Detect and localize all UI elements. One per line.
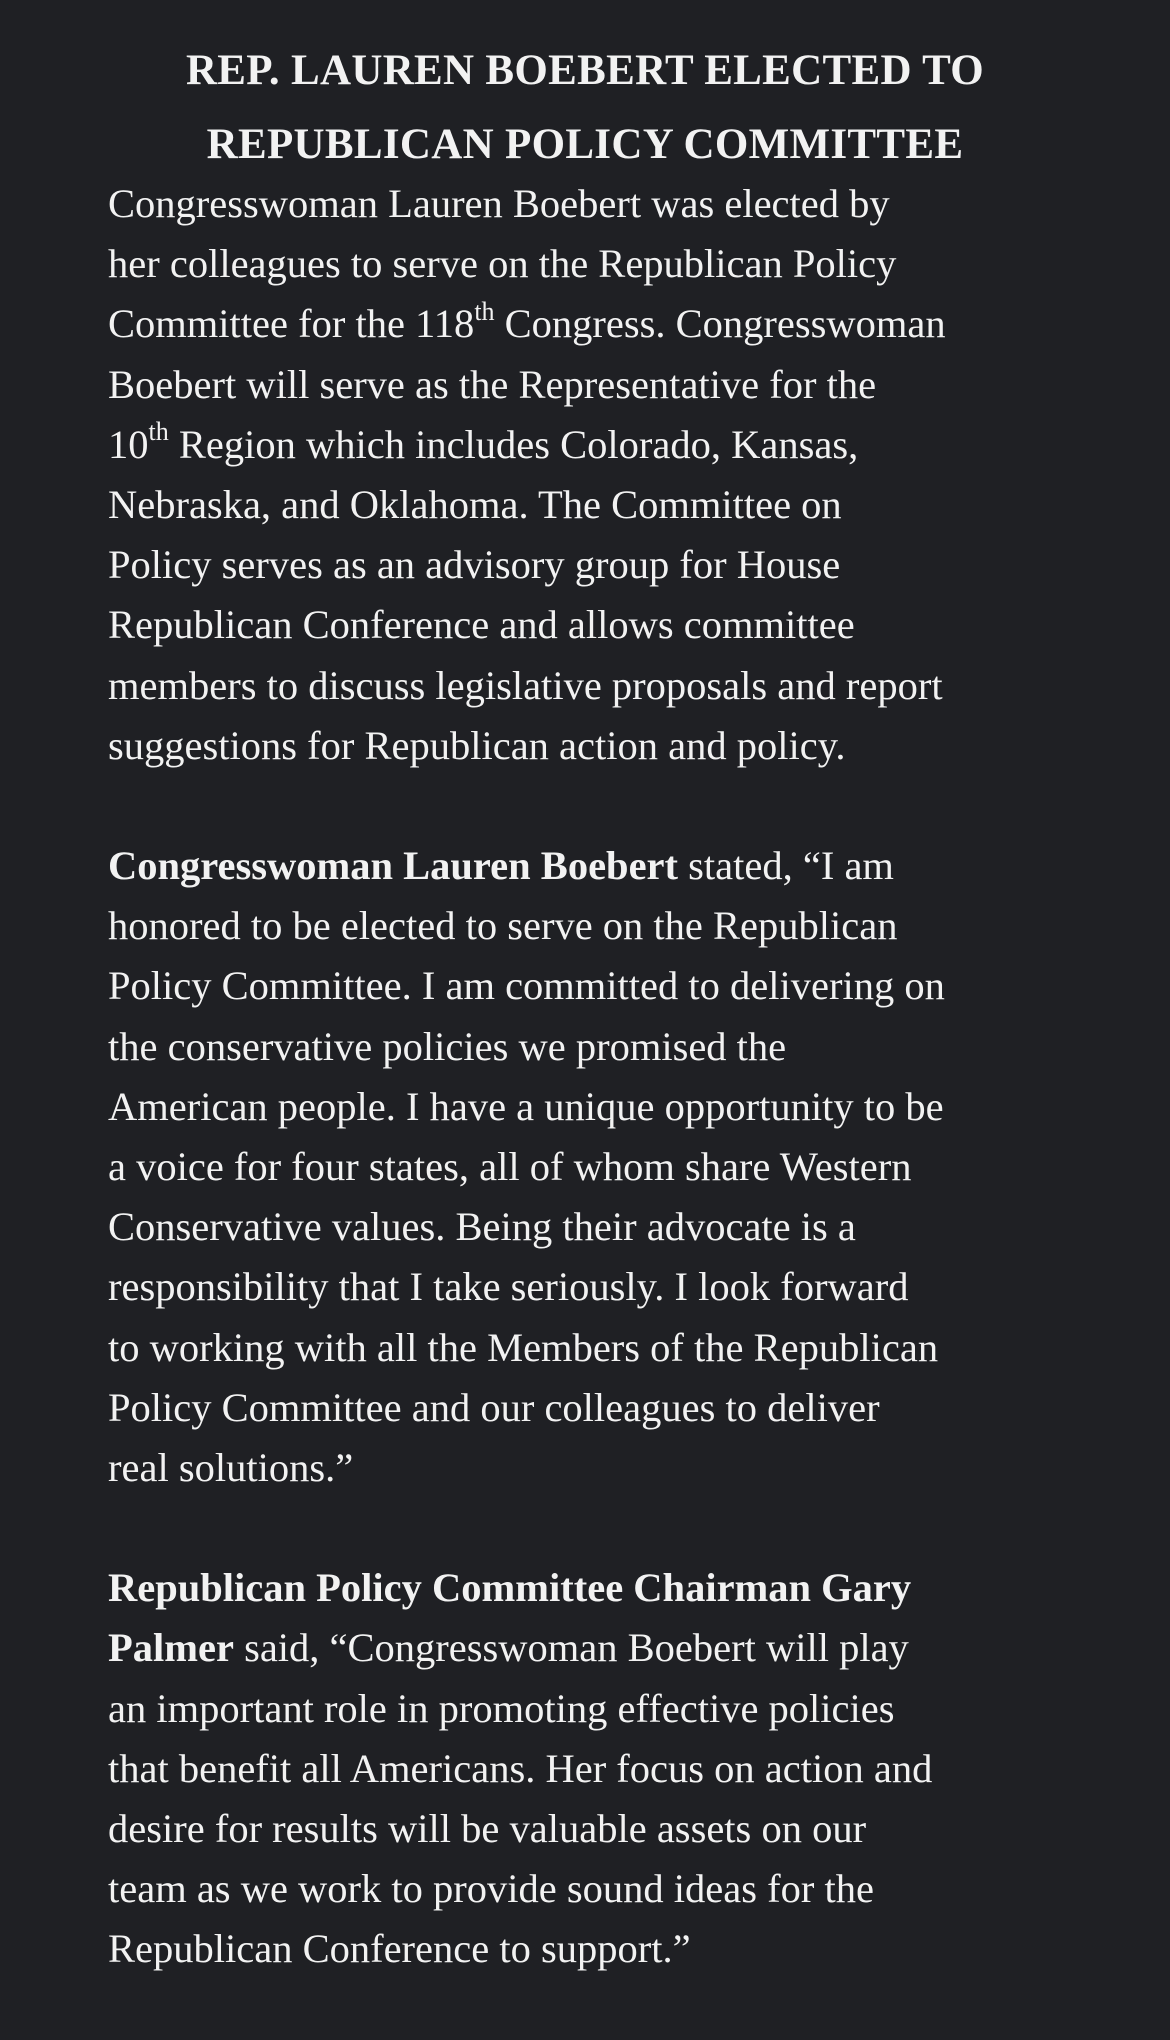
- text-line: [108, 1558, 1108, 1618]
- text-line: [108, 836, 1108, 896]
- text-fragment: Congress. Congresswoman: [494, 301, 946, 347]
- text-line: her colleagues to serve on the Republican Policy: [108, 241, 897, 287]
- text-line: team as we work to provide sound ideas for the: [108, 1866, 874, 1912]
- text-line: a voice for four states, all of whom share Western: [108, 1144, 912, 1190]
- page-title: [0, 34, 1170, 182]
- text-line: to working with all the Members of the Republican: [108, 1324, 939, 1370]
- text-line: Republican Conference to support.”: [108, 1926, 691, 1972]
- text-line: Conservative values. Being their advocate is a: [108, 1204, 856, 1250]
- speaker-name: Congresswoman Lauren Boebert: [108, 843, 679, 889]
- text-fragment: 10: [108, 421, 149, 467]
- text-line: [108, 1618, 1108, 1678]
- text-line: suggestions for Republican action and policy.: [108, 722, 846, 768]
- paragraph-boebert-quote: [108, 836, 1108, 1498]
- text-line: [108, 415, 1108, 475]
- text-line: that benefit all Americans. Her focus on action and: [108, 1745, 933, 1791]
- paragraph-palmer-quote: [108, 1558, 1108, 1979]
- speaker-name: Palmer: [108, 1625, 234, 1671]
- paragraph-announcement: [108, 174, 1108, 776]
- text-line: honored to be elected to serve on the Republican: [108, 903, 898, 949]
- text-line: the conservative policies we promised the: [108, 1023, 787, 1069]
- text-line: Boebert will serve as the Representative for the: [108, 361, 877, 407]
- text-line: Policy Committee and our colleagues to deliver: [108, 1384, 880, 1430]
- text-fragment: Committee for the 118: [108, 301, 475, 347]
- text-line: Policy serves as an advisory group for House: [108, 542, 841, 588]
- text-line: American people. I have a unique opportunity to be: [108, 1083, 944, 1129]
- text-line: Nebraska, and Oklahoma. The Committee on: [108, 482, 842, 528]
- article-body: [108, 174, 1108, 2040]
- text-fragment: Region which includes Colorado, Kansas,: [168, 421, 859, 467]
- text-line: Congresswoman Lauren Boebert was elected by: [108, 181, 890, 226]
- speaker-name: Republican Policy Committee Chairman Gary: [108, 1565, 912, 1611]
- text-line: desire for results will be valuable assets on our: [108, 1806, 867, 1852]
- text-line: responsibility that I take seriously. I look forward: [108, 1264, 909, 1310]
- ordinal-suffix: th: [148, 417, 169, 447]
- text-fragment: stated, “I am: [678, 843, 894, 889]
- ordinal-suffix: th: [474, 296, 495, 326]
- text-line: Policy Committee. I am committed to delivering on: [108, 963, 945, 1009]
- title-line-2: REPUBLICAN POLICY COMMITTEE: [206, 121, 964, 168]
- title-line-1: REP. LAUREN BOEBERT ELECTED TO: [185, 47, 985, 94]
- text-line: [108, 294, 1108, 354]
- text-fragment: said, “Congresswoman Boebert will play: [233, 1625, 909, 1671]
- text-line: an important role in promoting effective policies: [108, 1685, 895, 1731]
- text-line: members to discuss legislative proposals and report: [108, 662, 943, 708]
- text-line: Republican Conference and allows committee: [108, 602, 855, 648]
- text-line: real solutions.”: [108, 1445, 354, 1491]
